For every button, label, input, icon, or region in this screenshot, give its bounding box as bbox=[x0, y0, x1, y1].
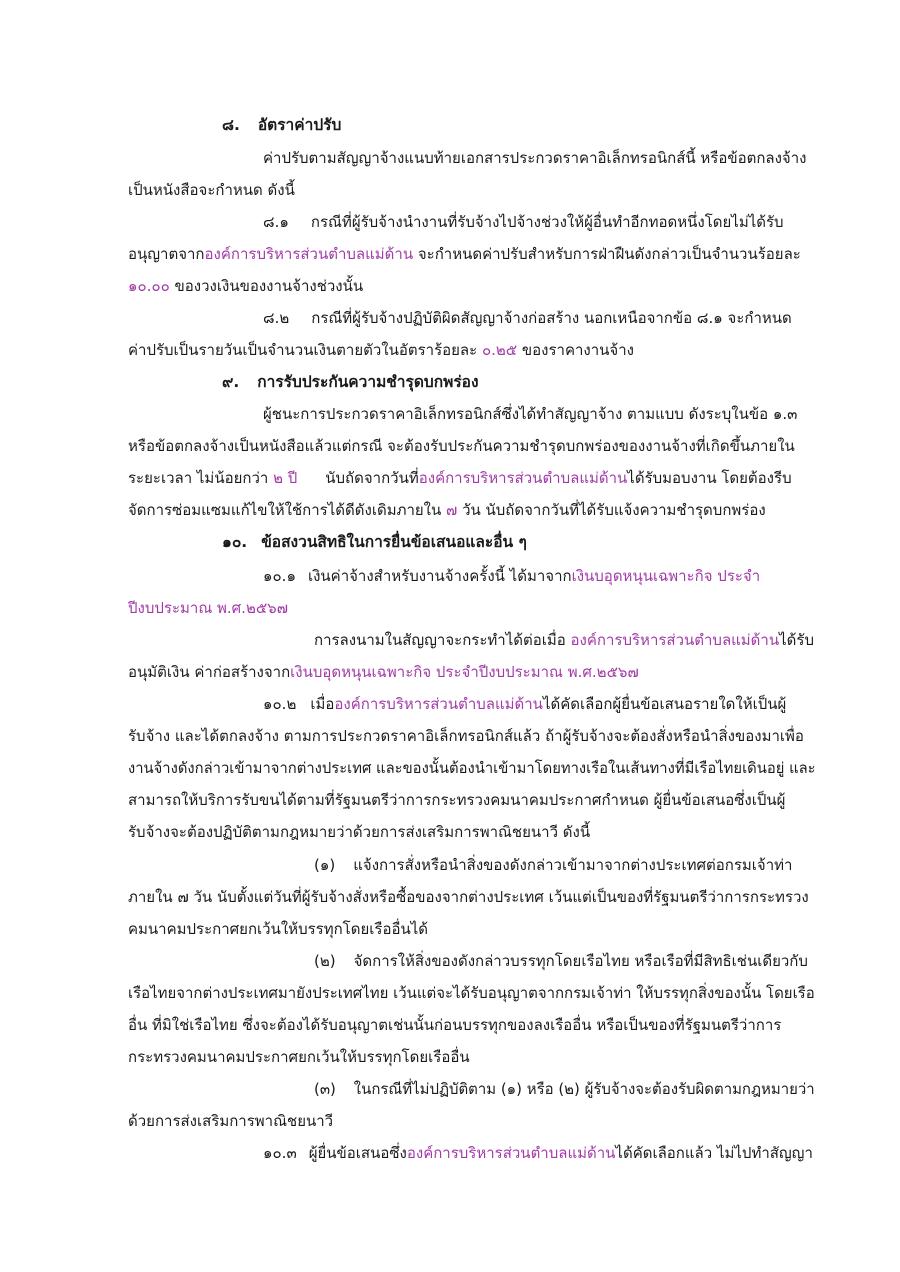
section-9-line-2: หรือข้อตกลงจ้างเป็นหนังสือแล้วแต่กรณี จะต้องรับประกันความชำรุดบกพร่องของงานจ้างที่เกิดขึ้นภายใน bbox=[128, 437, 795, 455]
para-8-1-text-a: อนุญาตจาก bbox=[128, 245, 205, 263]
para-8-1-line-3 bbox=[128, 276, 363, 296]
item-2-line-1 bbox=[314, 951, 808, 971]
para-10-1-text: เงินค่าจ้างสำหรับงานจ้างครั้งนี้ ได้มาจาก bbox=[307, 567, 572, 585]
item-2-line-2: เรือไทยจากต่างประเทศมายังประเทศไทย เว้นแต่จะได้รับอนุญาตจากกรมเจ้าท่า ให้บรรทุกสิ่งของนั้น โดยเรือ bbox=[128, 984, 815, 1002]
section-8-heading bbox=[222, 115, 341, 135]
repair-days-highlight: ๗ bbox=[446, 501, 458, 519]
section-8-title: อัตราค่าปรับ bbox=[257, 116, 342, 134]
warranty-period-highlight: ๒ ปี bbox=[273, 469, 298, 487]
para-8-2-text-b: ของราคางานจ้าง bbox=[517, 341, 634, 359]
para-10-2-line-4: สามารถให้บริการรับขนได้ตามที่รัฐมนตรีว่าการกระทรวงคมนาคมประกาศกำหนด ผู้ยื่นข้อเสนอซึ่งเป็นผู้ bbox=[128, 791, 786, 809]
item-2-text: จัดการให้สิ่งของดังกล่าวบรรทุกโดยเรือไทย หรือเรือที่มีสิทธิเช่นเดียวกับ bbox=[353, 952, 808, 970]
para-10-3-line-1 bbox=[263, 1143, 813, 1163]
section-9-title: การรับประกันความชำรุดบกพร่อง bbox=[257, 373, 479, 391]
org-name-highlight: องค์การบริหารส่วนตำบลแม่ด้าน bbox=[334, 695, 543, 713]
para-10-1-line-2: ปีงบประมาณ พ.ศ.๒๕๖๗ bbox=[128, 599, 288, 617]
section-9-text-b: นับถัดจากวันที่ bbox=[325, 469, 419, 487]
para-8-1-number: ๘.๑ bbox=[263, 213, 289, 231]
item-2-number: (๒) bbox=[314, 952, 336, 970]
para-8-2-number: ๘.๒ bbox=[263, 309, 290, 327]
item-1-line-1 bbox=[314, 855, 792, 875]
section-9-line-1: ผู้ชนะการประกวดราคาอิเล็กทรอนิกส์ซึ่งได้ทำสัญญาจ้าง ตามแบบ ดังระบุในข้อ ๑.๓ bbox=[263, 405, 798, 423]
section-8-number: ๘. bbox=[222, 116, 240, 134]
section-8-intro-line-1: ค่าปรับตามสัญญาจ้างแนบท้ายเอกสารประกวดราคาอิเล็กทรอนิกส์นี้ หรือข้อตกลงจ้าง bbox=[263, 149, 807, 167]
org-name-highlight: องค์การบริหารส่วนตำบลแม่ด้าน bbox=[406, 1144, 616, 1162]
section-9-text-a: ระยะเวลา ไม่น้อยกว่า bbox=[128, 469, 274, 487]
para-8-1-text-b: จะกำหนดค่าปรับสำหรับการฝ่าฝืนดังกล่าวเป็นจำนวนร้อยละ bbox=[413, 245, 801, 263]
org-name-highlight: องค์การบริหารส่วนตำบลแม่ด้าน bbox=[570, 631, 780, 649]
para-10-1-line-1 bbox=[263, 566, 760, 586]
para-10-3-text-a: ผู้ยื่นข้อเสนอซึ่ง bbox=[308, 1144, 407, 1162]
para-10-1b-line-2 bbox=[128, 662, 639, 682]
daily-penalty-highlight: ๐.๒๕ bbox=[481, 341, 518, 359]
section-9-line-4 bbox=[128, 500, 766, 520]
para-10-1b-line-1 bbox=[314, 630, 814, 650]
penalty-percent-highlight: ๑๐.๐๐ bbox=[128, 277, 170, 295]
item-2-line-3: อื่น ที่มิใช่เรือไทย ซึ่งจะต้องได้รับอนุญาตเช่นนั้นก่อนบรรทุกของลงเรืออื่น หรือเป็นของที่รัฐมนตรีว่าการ bbox=[128, 1016, 782, 1034]
section-9-heading bbox=[222, 372, 479, 392]
section-9-text-e: วัน นับถัดจากวันที่ได้รับแจ้งความชำรุดบกพร่อง bbox=[457, 501, 766, 519]
item-1-line-2: ภายใน ๗ วัน นับตั้งแต่วันที่ผู้รับจ้างสั่งหรือซื้อของจากต่างประเทศ เว้นแต่เป็นของที่รัฐมนตรีว่าการกระทรวง bbox=[128, 888, 809, 906]
para-10-1b-text-b: ได้รับ bbox=[779, 631, 814, 649]
section-9-text-c: ได้รับมอบงาน โดยต้องรีบ bbox=[627, 469, 792, 487]
section-10-number: ๑๐. bbox=[222, 533, 248, 551]
item-3-number: (๓) bbox=[314, 1080, 336, 1098]
para-8-2-text: กรณีที่ผู้รับจ้างปฏิบัติผิดสัญญาจ้างก่อสร้าง นอกเหนือจากข้อ ๘.๑ จะกำหนด bbox=[311, 309, 792, 327]
para-10-2-text-a: เมื่อ bbox=[310, 695, 335, 713]
section-8-intro-line-2: เป็นหนังสือจะกำหนด ดังนี้ bbox=[128, 181, 295, 199]
para-10-3-number: ๑๐.๓ bbox=[263, 1144, 297, 1162]
para-8-2-line-1 bbox=[263, 308, 792, 328]
para-8-1-text: กรณีที่ผู้รับจ้างนำงานที่รับจ้างไปจ้างช่วงให้ผู้อื่นทำอีกทอดหนึ่งโดยไม่ได้รับ bbox=[310, 213, 784, 231]
para-10-3-text-b: ได้คัดเลือกแล้ว ไม่ไปทำสัญญา bbox=[615, 1144, 813, 1162]
para-10-2-line-5: รับจ้างจะต้องปฏิบัติตามกฎหมายว่าด้วยการส่งเสริมการพาณิชยนาวี ดังนี้ bbox=[128, 823, 591, 841]
para-8-1-line-1 bbox=[263, 212, 784, 232]
para-8-1-text-c: ของวงเงินของงานจ้างช่วงนั้น bbox=[169, 277, 364, 295]
para-8-2-line-2 bbox=[128, 340, 634, 360]
para-8-2-text-a: ค่าปรับเป็นรายวันเป็นจำนวนเงินตายตัวในอัตราร้อยละ bbox=[128, 341, 482, 359]
org-name-highlight: องค์การบริหารส่วนตำบลแม่ด้าน bbox=[204, 245, 414, 263]
para-10-1-number: ๑๐.๑ bbox=[263, 567, 296, 585]
section-9-text-d: จัดการซ่อมแซมแก้ไขให้ใช้การได้ดีดังเดิมภายใน bbox=[128, 501, 447, 519]
org-name-highlight: องค์การบริหารส่วนตำบลแม่ด้าน bbox=[418, 469, 628, 487]
para-10-1b-text-c: อนุมัติเงิน ค่าก่อสร้างจาก bbox=[128, 663, 291, 681]
para-10-1b-text-a: การลงนามในสัญญาจะกระทำได้ต่อเมื่อ bbox=[314, 631, 571, 649]
item-3-line-2: ด้วยการส่งเสริมการพาณิชยนาวี bbox=[128, 1112, 334, 1130]
section-9-number: ๙. bbox=[222, 373, 240, 391]
section-9-line-3 bbox=[128, 468, 792, 488]
fund-full-highlight: เงินบอุดหนุนเฉพาะกิจ ประจำปีงบประมาณ พ.ศ.๒๕๖๗ bbox=[290, 663, 639, 681]
item-1-text: แจ้งการสั่งหรือนำสิ่งของดังกล่าวเข้ามาจากต่างประเทศต่อกรมเจ้าท่า bbox=[353, 856, 793, 874]
item-3-text: ในกรณีที่ไม่ปฏิบัติตาม (๑) หรือ (๒) ผู้รับจ้างจะต้องรับผิดตามกฎหมายว่า bbox=[353, 1080, 815, 1098]
para-10-2-number: ๑๐.๒ bbox=[263, 695, 297, 713]
item-1-number: (๑) bbox=[314, 856, 336, 874]
section-10-title: ข้อสงวนสิทธิในการยื่นข้อเสนอและอื่น ๆ bbox=[261, 533, 527, 551]
item-3-line-1 bbox=[314, 1079, 815, 1099]
item-1-line-3: คมนาคมประกาศยกเว้นให้บรรทุกโดยเรืออื่นได้ bbox=[128, 920, 428, 938]
fund-source-highlight: เงินบอุดหนุนเฉพาะกิจ ประจำ bbox=[571, 567, 761, 585]
item-2-line-4: กระทรวงคมนาคมประกาศยกเว้นให้บรรทุกโดยเรืออื่น bbox=[128, 1048, 470, 1066]
section-10-heading bbox=[222, 532, 527, 552]
para-10-2-line-3: งานจ้างดังกล่าวเข้ามาจากต่างประเทศ และของนั้นต้องนำเข้ามาโดยทางเรือในเส้นทางที่มีเรือไทยเดินอยู่ และ bbox=[128, 759, 816, 777]
para-10-2-line-2: รับจ้าง และได้ตกลงจ้าง ตามการประกวดราคาอิเล็กทรอนิกส์แล้ว ถ้าผู้รับจ้างจะต้องสั่งหรือนำสิ่งของมาเพื่อ bbox=[128, 727, 804, 745]
para-10-2-line-1 bbox=[263, 694, 786, 714]
para-10-2-text-b: ได้คัดเลือกผู้ยื่นข้อเสนอรายใดให้เป็นผู้ bbox=[542, 695, 787, 713]
para-8-1-line-2 bbox=[128, 244, 801, 264]
